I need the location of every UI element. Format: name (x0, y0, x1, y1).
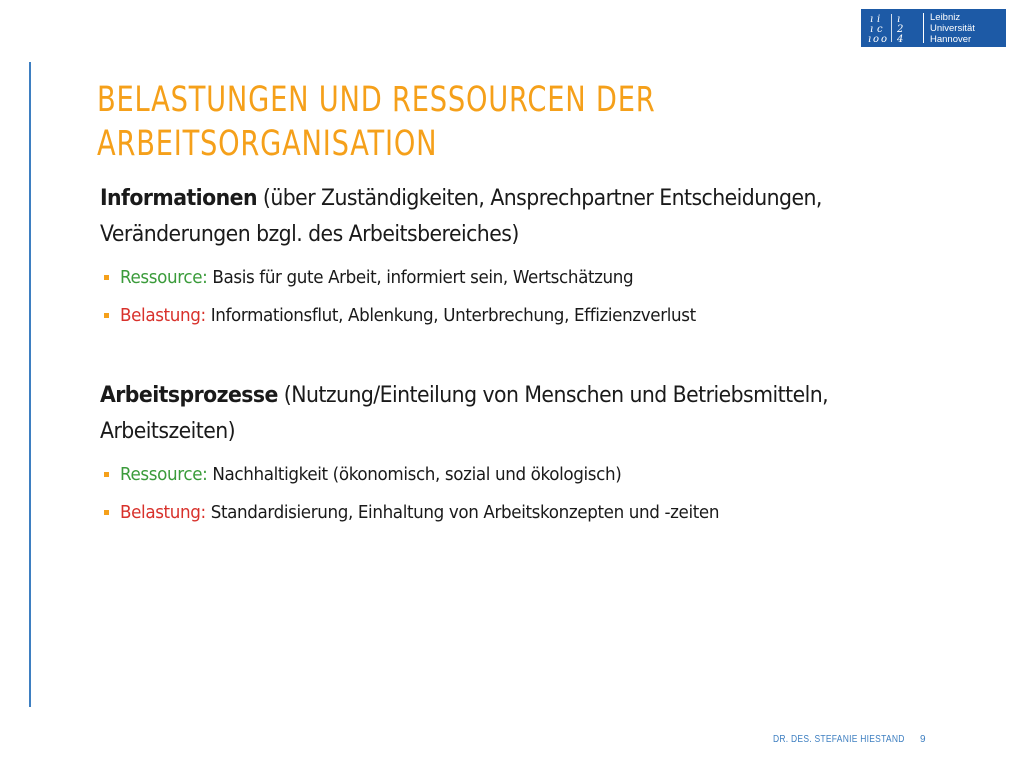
logo-wordmark (930, 12, 975, 45)
section-heading-bold: Arbeitsprozesse (100, 383, 278, 408)
ressource-label: Ressource: (120, 267, 208, 288)
belastung-label: Belastung: (120, 502, 206, 523)
slide-footer (773, 734, 928, 745)
section-heading-text: (Nutzung/Einteilung von Menschen und Betriebsmitteln, Arbeitszeiten) (100, 383, 829, 444)
svg-text:i: i (877, 14, 881, 25)
section-heading (100, 181, 937, 253)
slide-title-line-2: ARBEITSORGANISATION (97, 124, 438, 164)
square-bullet-icon (104, 510, 109, 515)
svg-text:4: 4 (897, 34, 904, 44)
square-bullet-icon (104, 275, 109, 280)
svg-text:2: 2 (897, 24, 904, 35)
bullet-belastung (100, 494, 980, 532)
section-heading-text: (über Zuständigkeiten, Ansprechpartner Entscheidungen, Veränderungen bzgl. des Arbeitsbereiches) (100, 186, 822, 247)
section-informationen (100, 181, 980, 335)
bullet-list (100, 259, 980, 335)
square-bullet-icon (104, 313, 109, 318)
svg-text:o: o (873, 34, 880, 44)
slide-title-line-1: BELASTUNGEN UND RESSOURCEN DER (97, 80, 656, 120)
bullet-text: Informationsflut, Ablenkung, Unterbrechung, Effizienzverlust (205, 305, 696, 326)
section-heading (100, 378, 937, 450)
square-bullet-icon (104, 472, 109, 477)
bullet-text: Nachhaltigkeit (ökonomisch, sozial und ökologisch) (207, 464, 622, 485)
logo-line-universitaet: Universität (930, 22, 975, 34)
bullet-list (100, 456, 980, 532)
slide-title (97, 78, 783, 166)
footer-author: DR. DES. STEFANIE HIESTAND (773, 734, 905, 745)
university-logo (861, 9, 1006, 47)
bullet-ressource (100, 456, 980, 494)
bullet-belastung (100, 297, 980, 335)
page-number: 9 (920, 734, 926, 745)
svg-text:ı: ı (897, 14, 901, 25)
bullet-text: Basis für gute Arbeit, informiert sein, Wertschätzung (207, 267, 634, 288)
section-arbeitsprozesse (100, 378, 980, 532)
svg-text:c: c (877, 24, 883, 35)
svg-text:ı: ı (868, 34, 872, 44)
luh-logo-mark-icon (867, 12, 921, 44)
svg-text:ı: ı (870, 14, 874, 25)
ressource-label: Ressource: (120, 464, 208, 485)
svg-text:ı: ı (870, 24, 874, 35)
logo-separator (923, 13, 924, 43)
section-heading-bold: Informationen (100, 186, 257, 211)
bullet-ressource (100, 259, 980, 297)
logo-line-leibniz: Leibniz (930, 11, 961, 23)
left-accent-rule (29, 62, 31, 707)
bullet-text: Standardisierung, Einhaltung von Arbeitskonzepten und -zeiten (205, 502, 720, 523)
logo-line-hannover: Hannover (930, 33, 972, 45)
belastung-label: Belastung: (120, 305, 206, 326)
svg-text:o: o (881, 34, 888, 44)
